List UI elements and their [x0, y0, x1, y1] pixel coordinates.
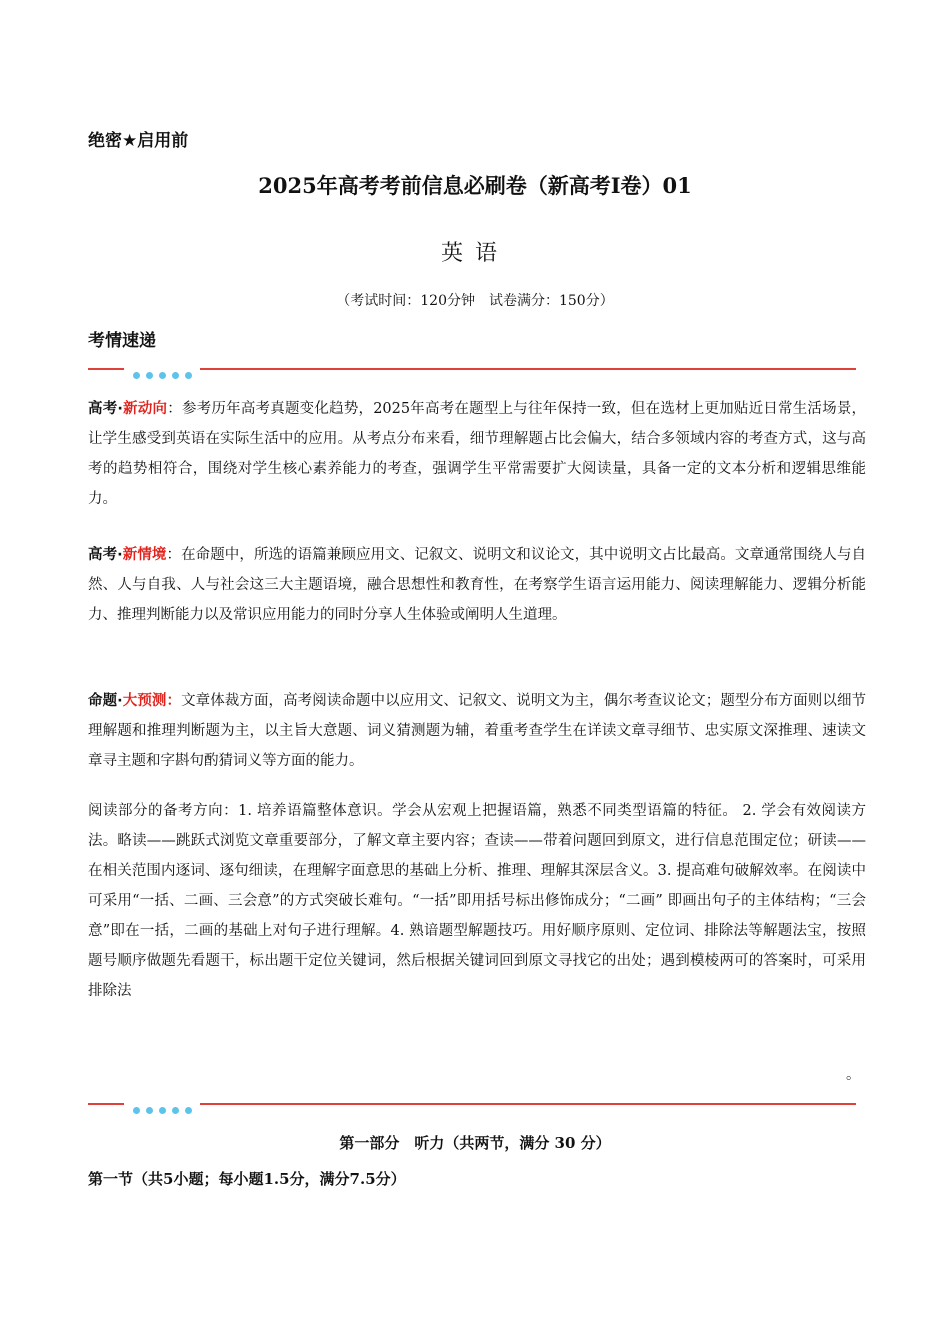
label-highlight: 新情境	[122, 547, 167, 563]
divider-line-right	[200, 1103, 856, 1105]
paragraph-new-context	[88, 540, 866, 630]
subject-title: 英语	[440, 241, 509, 266]
dot-icon	[133, 372, 140, 379]
confidential-label: 绝密★启用前	[88, 131, 189, 151]
paragraph-text: 在命题中，所选的语篇兼顾应用文、记叙文、说明文和议论文，其中说明文占比最高。文章通常围绕人与自然、人与自我、人与社会这三大主题语境，融合思想性和教育性，在考察学生语言运用能力、阅读理解能力、逻辑分析能力、推理判断能力以及常识应用能力的同时分享人生体验或阐明人生道理。	[88, 547, 867, 623]
label-prefix: 命题·	[88, 693, 123, 709]
paragraph-text: 参考历年高考真题变化趋势，2025年高考在题型上与往年保持一致，但在选材上更加贴近日常生活场景，让学生感受到英语在实际生活中的应用。从考点分布来看，细节理解题占比会偏大，结合多领域内容的考查方式，这与高考的趋势相符合，围绕对学生核心素养能力的考查，强调学生平常需要扩大阅读量，具备一定的文本分析和逻辑思维能力。	[88, 401, 867, 507]
paragraph-text: 文章体裁方面，高考阅读命题中以应用文、记叙文、说明文为主，偶尔考查议论文；题型分布方面则以细节理解题和推理判断题为主，以主旨大意题、词义猜测题为辅，着重考查学生在详读文章寻细节、忠实原文深推理、速读文章寻主题和字斟句酌猜词义等方面的能力。	[88, 693, 867, 769]
page-title: 2025年高考考前信息必刷卷（新高考I卷）01	[258, 173, 692, 198]
divider-dots	[133, 1099, 198, 1118]
dot-icon	[133, 1107, 140, 1114]
paragraph-reading-strategy	[88, 796, 866, 1006]
dot-icon	[185, 1107, 192, 1114]
dot-icon	[159, 372, 166, 379]
label-prefix: 高考·	[88, 547, 123, 563]
bottom-divider	[88, 1097, 856, 1111]
dot-icon	[146, 1107, 153, 1114]
dot-icon	[185, 372, 192, 379]
dot-icon	[159, 1107, 166, 1114]
dot-icon	[172, 372, 179, 379]
sub-section-title: 第一节（共5小题；每小题1.5分，满分7.5分）	[88, 1170, 406, 1188]
paragraph-prediction	[88, 686, 866, 776]
top-divider	[88, 362, 856, 376]
divider-line-right	[200, 368, 856, 370]
paragraph-end-mark: 。	[846, 1067, 861, 1083]
label-prefix: 高考·	[88, 401, 123, 417]
paragraph-text: 阅读部分的备考方向：1. 培养语篇整体意识。学会从宏观上把握语篇，熟悉不同类型语篇的特征。 2. 学会有效阅读方法。略读——跳跃式浏览文章重要部分，了解文章主要内容；查读——带着问题回到原文，进行信息范围定位；研读——在相关范围内逐词、逐句细读，在理解字面意思的基础上分析、推理、理解其深层含义。3. 提高难句破解效率。在阅读中可采用“一括、二画、三会意”的方式突破长难句。“一括”即用括号标出修饰成分；“二画” 即画出句子的主体结构；“三会意”即在一括，二画的基础上对句子进行理解。4. 熟谙题型解题技巧。用好顺序原则、定位词、排除法等解题法宝，按照题号顺序做题先看题干，标出题干定位关键词，然后根据关键词回到原文寻找它的出处；遇到模棱两可的答案时，可采用排除法	[88, 803, 866, 999]
part-title: 第一部分 听力（共两节，满分 30 分）	[339, 1134, 611, 1152]
label-colon: ：	[166, 547, 182, 563]
dot-icon	[172, 1107, 179, 1114]
divider-line-left	[88, 368, 124, 370]
dot-icon	[146, 372, 153, 379]
label-highlight: 大预测：	[122, 693, 182, 709]
divider-dots	[133, 364, 198, 383]
divider-line-left	[88, 1103, 124, 1105]
paragraph-new-trend	[88, 394, 866, 514]
label-colon: ：	[167, 401, 182, 417]
label-highlight: 新动向	[122, 401, 168, 417]
exam-info: （考试时间：120分钟 试卷满分：150分）	[336, 293, 614, 309]
section-heading: 考情速递	[88, 331, 156, 351]
